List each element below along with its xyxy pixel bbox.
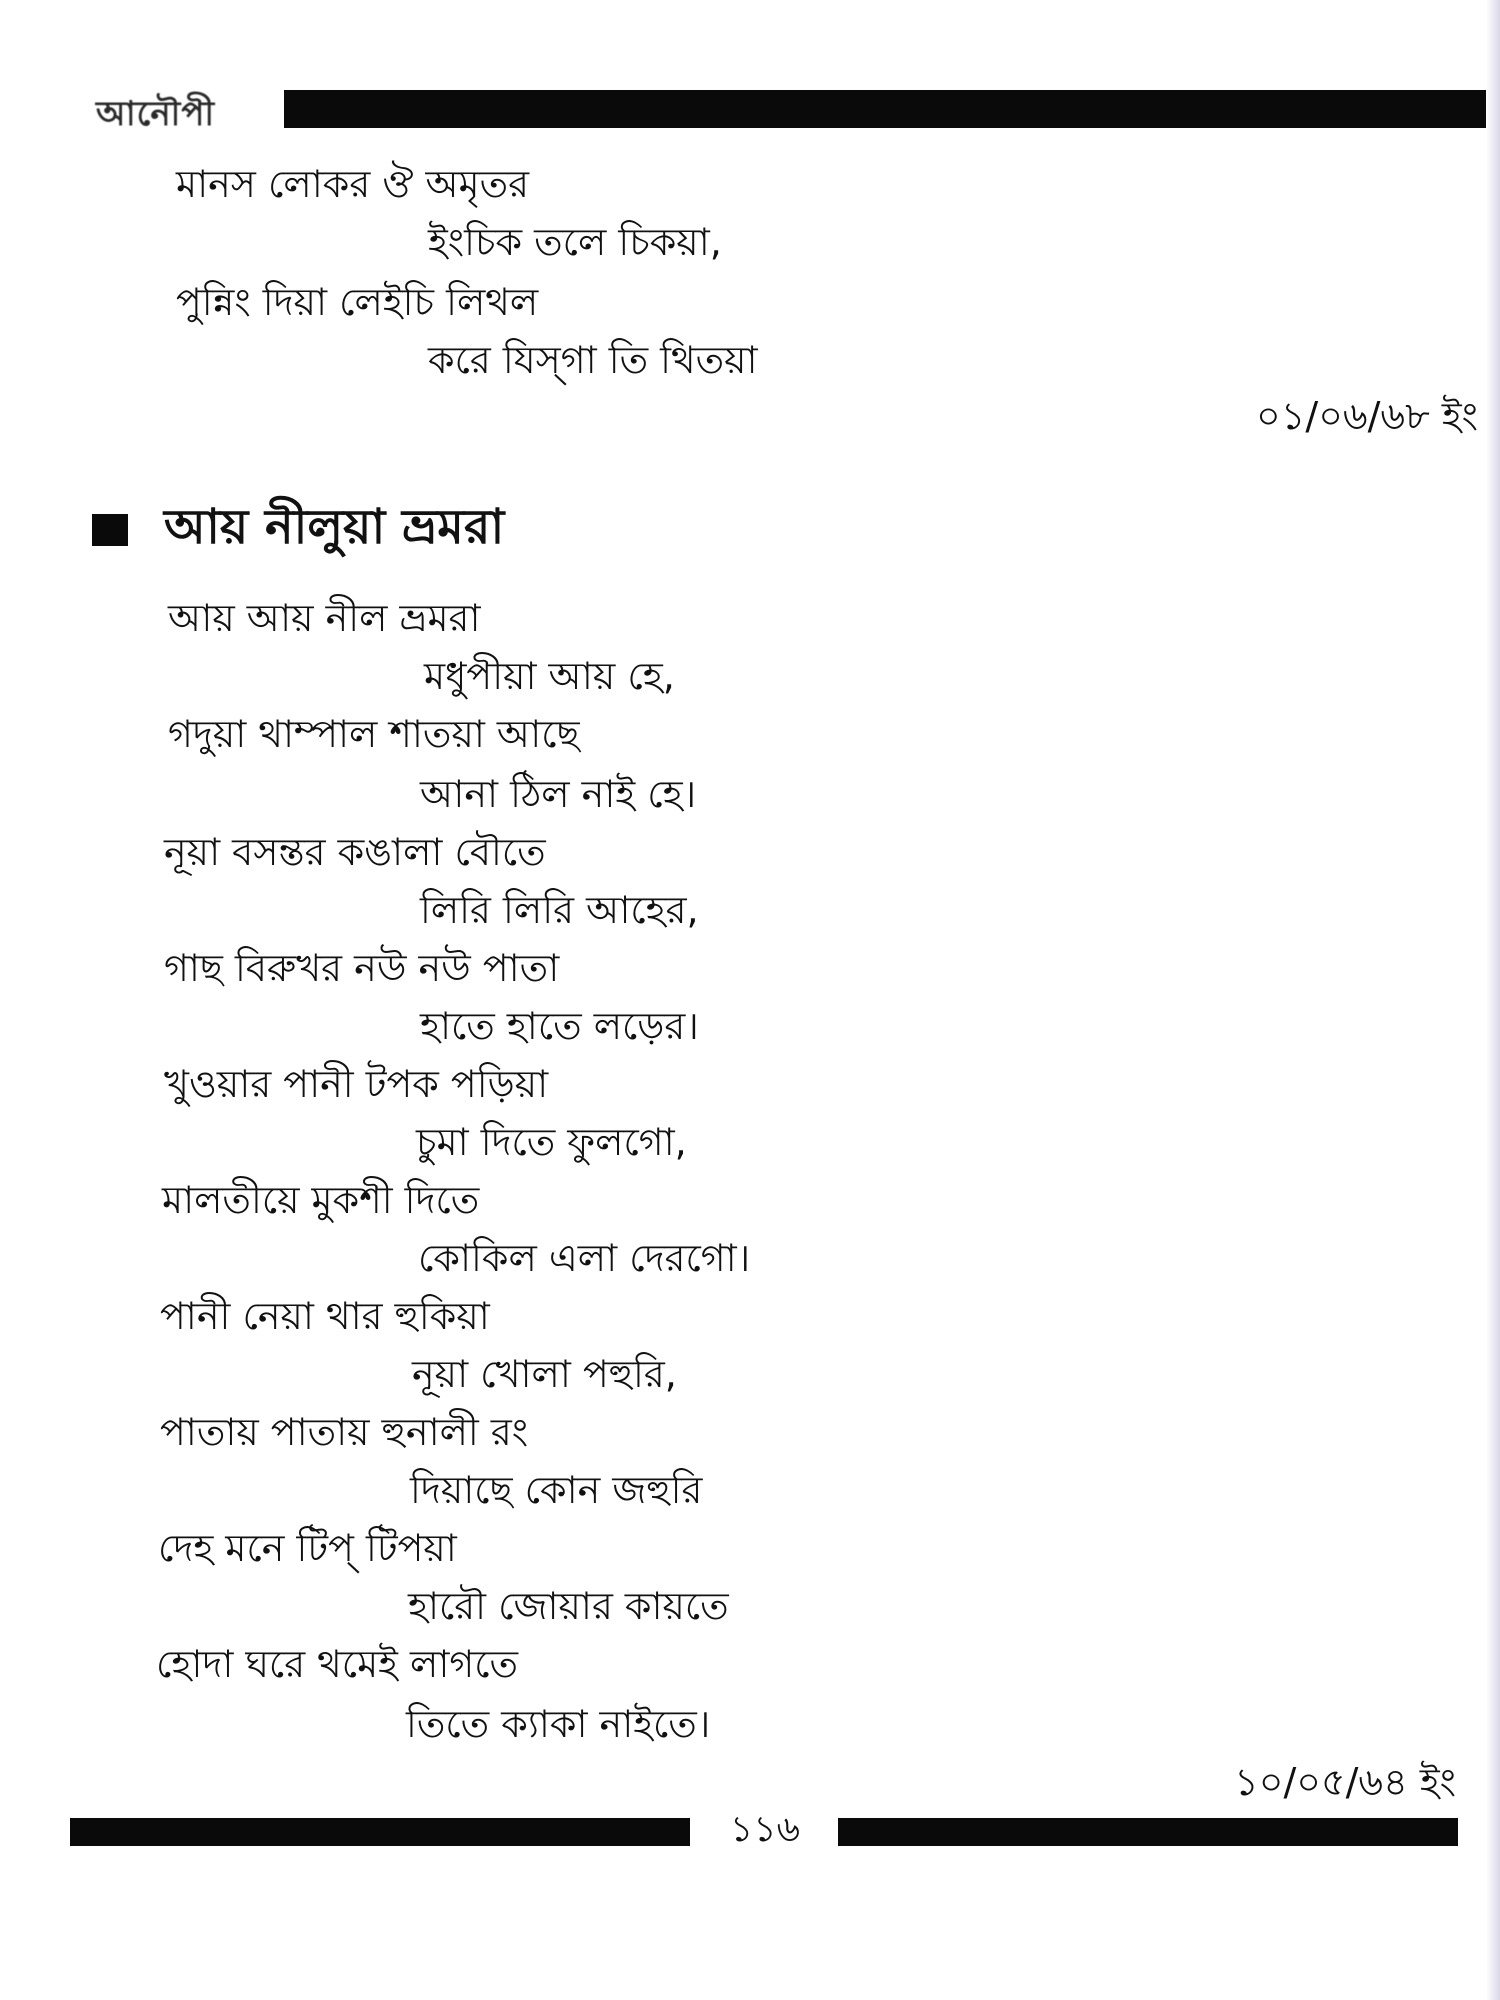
poem-line-3: গদুয়া থাম্পাল শাতয়া আছে [168,712,580,756]
poem-line-20: তিতে ক্যাকা নাইতে। [406,1702,711,1746]
poem-heading [92,498,504,562]
square-bullet-icon [92,514,128,546]
prev-poem-line-3: পুন্নিং দিয়া লেইচি লিথল [176,280,539,324]
footer-rule-left [70,1818,690,1846]
poem-line-19: হোদা ঘরে থমেই লাগতে [156,1642,519,1686]
header-rule [284,90,1486,128]
poem-line-4: আনা ঠিল নাই হে। [420,772,697,816]
poem-line-7: গাছ বিরুখর নউ নউ পাতা [164,946,560,990]
poem-date: ১০/০৫/৬৪ ইং [1234,1760,1456,1804]
poem-line-10: চুমা দিতে ফুলগো, [416,1120,687,1164]
poem-line-14: নূয়া খোলা পহুরি, [412,1352,677,1396]
poem-line-6: লিরি লিরি আহের, [420,888,699,932]
prev-poem-date: ০১/০৬/৬৮ ইং [1256,394,1478,438]
poem-line-16: দিয়াছে কোন জহুরি [410,1468,703,1512]
prev-poem-line-1: মানস লোকর ঔ অমৃতর [176,162,529,206]
poem-line-9: খুওয়ার পানী টপক পড়িয়া [164,1062,549,1106]
poem-line-1: আয় আয় নীল ভ্রমরা [168,596,481,640]
poem-line-11: মালতীয়ে মুকশী দিতে [162,1178,480,1222]
poem-line-12: কোকিল এলা দেরগো। [418,1236,751,1280]
poem-line-15: পাতায় পাতায় হুনালী রং [160,1410,529,1454]
poem-line-8: হাতে হাতে লড়ের। [420,1004,699,1048]
footer-rule-right [838,1818,1458,1846]
poem-line-18: হারৌ জোয়ার কায়তে [408,1584,729,1628]
page-number: ১১৬ [729,1809,801,1850]
poem-line-5: নূয়া বসন্তর কঙালা বৌতে [164,830,546,874]
running-header-title: আনৌপী [96,94,216,134]
poem-line-17: দেহ মনে টিপ্ টিপয়া [158,1526,457,1570]
prev-poem-line-2: ইংচিক তলে চিকয়া, [428,220,722,264]
poem-line-2: মধুপীয়া আয় হে, [424,654,675,698]
poem-line-13: পানী নেয়া থার হুকিয়া [160,1294,490,1338]
scan-edge-shadow [1486,0,1500,2000]
poem-title: আয় নীলুয়া ভ্রমরা [164,498,505,555]
prev-poem-line-4: করে যিস্গা তি থিতয়া [428,338,758,382]
